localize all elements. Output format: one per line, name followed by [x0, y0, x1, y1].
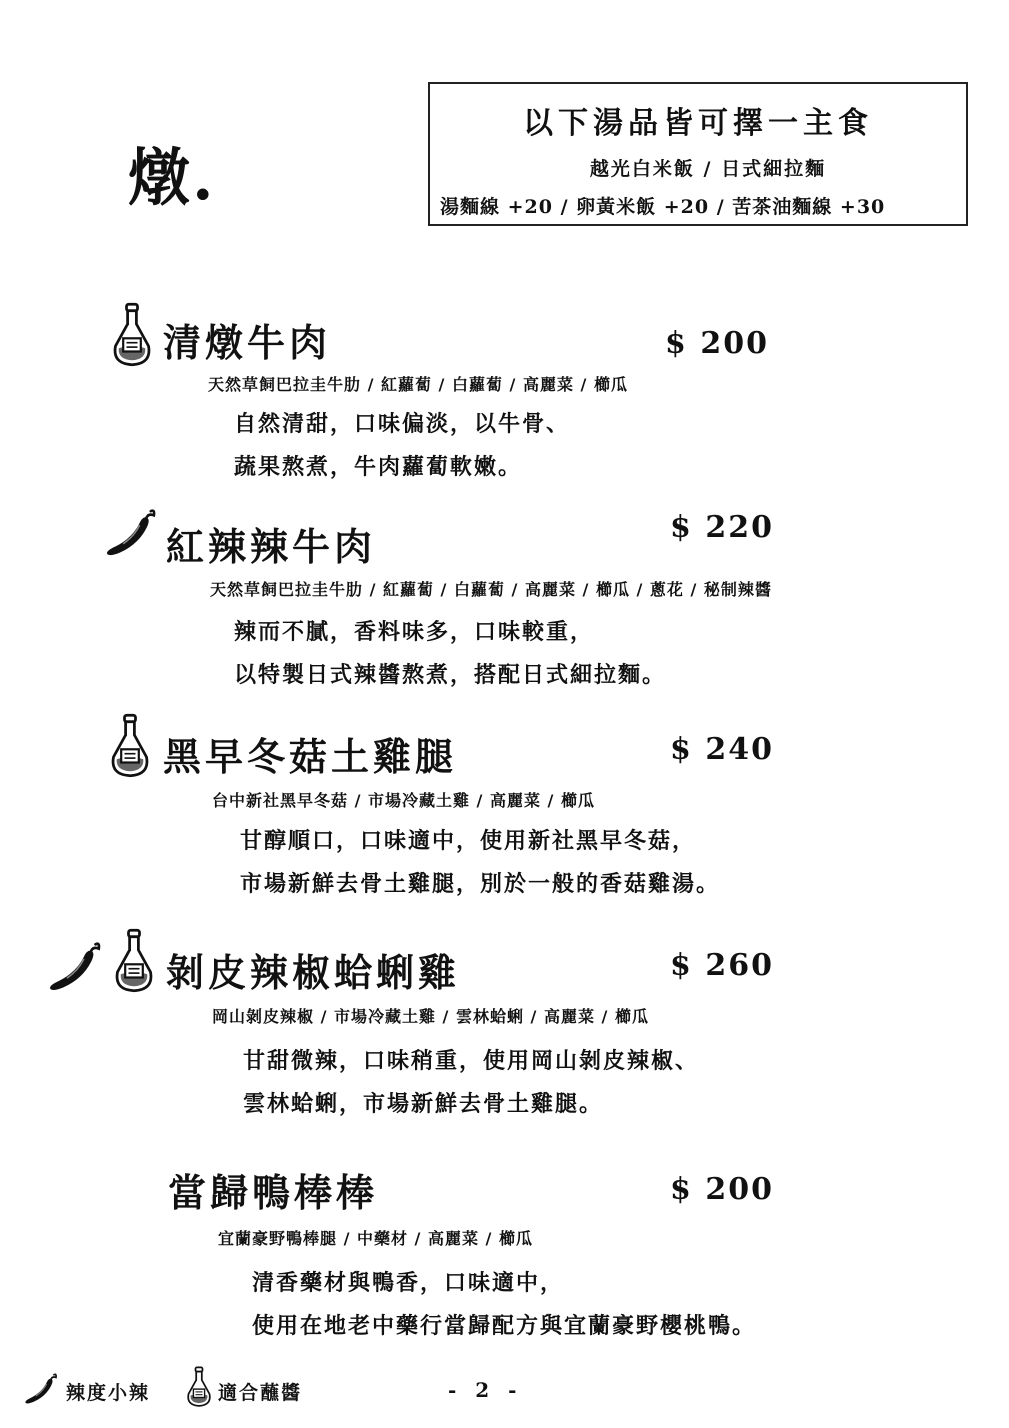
sauce-bottle-icon	[106, 713, 154, 779]
item-name: 當歸鴨棒棒	[168, 1170, 379, 1215]
legend-sauce-label: 適合蘸醬	[218, 1382, 303, 1404]
item-description	[252, 1262, 756, 1348]
item-description	[240, 820, 720, 906]
item-price: $ 220	[670, 510, 774, 545]
item-description-line: 使用在地老中藥行當歸配方與宜蘭豪野櫻桃鴨。	[252, 1313, 757, 1339]
section-title: 燉.	[128, 141, 216, 214]
chili-pepper-icon	[105, 507, 157, 559]
item-name: 清燉牛肉	[163, 320, 332, 365]
sauce-bottle-icon	[184, 1366, 214, 1408]
item-price: $ 260	[670, 948, 774, 983]
item-description-line: 甘醇順口，口味適中，使用新社黑早冬菇，	[240, 828, 697, 854]
chili-pepper-icon	[48, 940, 102, 994]
item-description-line: 市場新鮮去骨土雞腿，別於一般的香菇雞湯。	[240, 871, 721, 897]
staple-upgrade-line: 湯麵線 +20 / 卵黃米飯 +20 / 苦茶油麵線 +30	[440, 196, 886, 218]
item-description-line: 自然清甜，口味偏淡，以牛骨、	[234, 411, 571, 437]
item-name: 剝皮辣椒蛤蜊雞	[166, 950, 461, 995]
item-ingredients: 天然草飼巴拉圭牛肋 / 紅蘿蔔 / 白蘿蔔 / 高麗菜 / 櫛瓜	[208, 375, 628, 394]
item-description-line: 甘甜微辣，口味稍重，使用岡山剝皮辣椒、	[243, 1048, 700, 1074]
item-description-line: 以特製日式辣醬熬煮，搭配日式細拉麵。	[234, 662, 667, 688]
item-price: $ 200	[670, 1172, 774, 1207]
item-name: 紅辣辣牛肉	[166, 524, 377, 569]
sauce-bottle-icon	[108, 302, 156, 368]
sauce-bottle-icon	[110, 928, 158, 998]
item-description	[243, 1040, 699, 1126]
item-ingredients: 宜蘭豪野鴨棒腿 / 中藥材 / 高麗菜 / 櫛瓜	[218, 1229, 533, 1248]
item-price: $ 200	[665, 326, 769, 361]
item-ingredients: 天然草飼巴拉圭牛肋 / 紅蘿蔔 / 白蘿蔔 / 高麗菜 / 櫛瓜 / 蔥花 / 秘制辣醬	[210, 580, 772, 599]
item-ingredients: 台中新社黑早冬菇 / 市場冷藏土雞 / 高麗菜 / 櫛瓜	[212, 791, 595, 810]
staple-options-line: 越光白米飯 / 日式細拉麵	[589, 158, 827, 180]
item-description	[234, 403, 570, 489]
page-number: - 2 -	[448, 1378, 523, 1402]
item-description-line: 蔬果熬煮，牛肉蘿蔔軟嫩。	[234, 454, 523, 480]
staple-choice-box	[428, 82, 968, 226]
item-name: 黑早冬菇土雞腿	[163, 734, 458, 779]
item-description	[234, 611, 666, 697]
chili-pepper-icon	[24, 1372, 58, 1406]
staple-choice-heading: 以下湯品皆可擇一主食	[523, 106, 873, 141]
legend-spicy-label: 辣度小辣	[66, 1382, 151, 1404]
item-ingredients: 岡山剝皮辣椒 / 市場冷藏土雞 / 雲林蛤蜊 / 高麗菜 / 櫛瓜	[212, 1007, 649, 1026]
item-description-line: 清香藥材與鴨香，口味適中，	[252, 1270, 565, 1296]
item-price: $ 240	[670, 732, 774, 767]
item-description-line: 雲林蛤蜊，市場新鮮去骨土雞腿。	[243, 1091, 604, 1117]
item-description-line: 辣而不膩，香料味多，口味較重，	[234, 619, 595, 645]
